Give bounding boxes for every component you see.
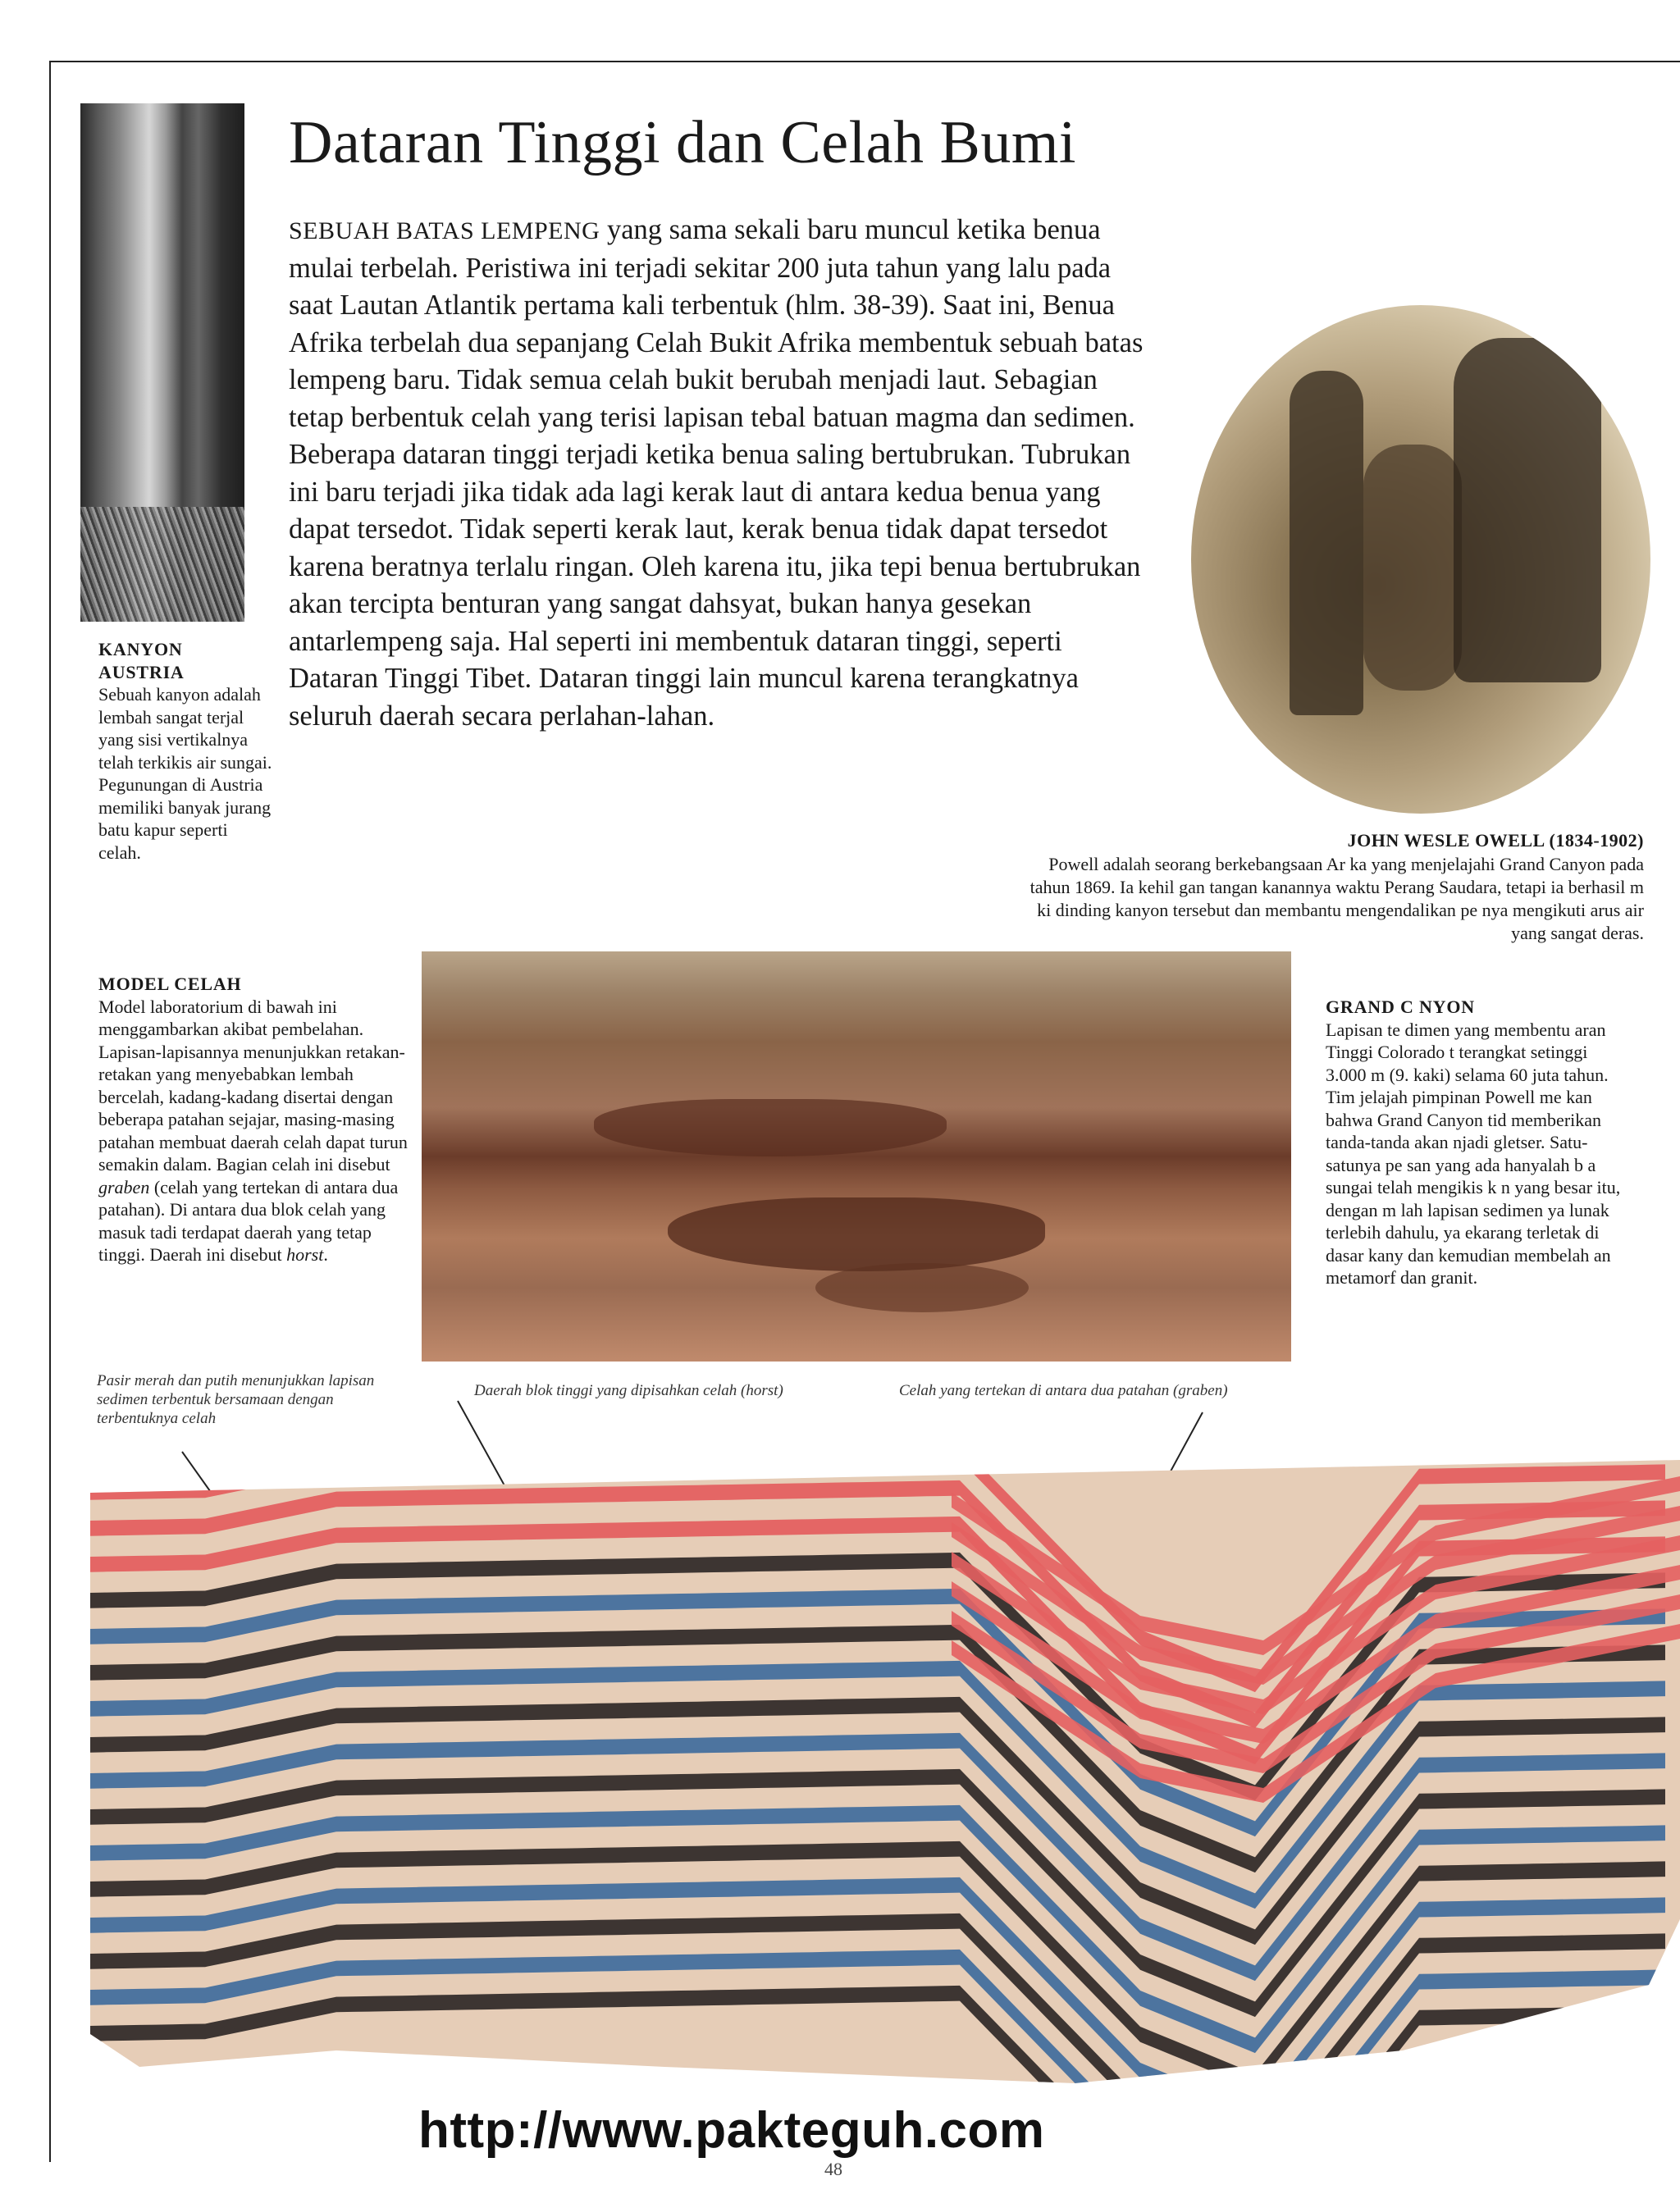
powell-heading: JOHN WESLE OWELL (1834-1902) bbox=[1347, 830, 1644, 851]
powell-caption: Powell adalah seorang berkebangsaan Ar ka yang menjelajahi Grand Canyon pada tahun 1869. Ia kehil gan tangan kanannya waktu Perang Saudara, tetapi ia berhasil m ki dinding kanyon tersebut dan membantu mengendalikan pe nya mengikuti arus air yang sangat deras. bbox=[1029, 854, 1644, 943]
intro-body: yang sama sekali baru muncul ketika benua mulai terbelah. Peristiwa ini terjadi sekitar 200 juta tahun yang lalu pada saat Lautan Atlantik pertama kali terbentuk (hlm. 38-39). Saat ini, Benua Afrika terbelah dua sepanjang Celah Bukit Afrika membentuk sebuah batas lempeng baru. Tidak semua celah bukit berubah menjadi laut. Sebagian tetap berbentuk celah yang terisi lapisan tebal batuan magma dan sedimen. Beberapa dataran tinggi terjadi ketika benua saling bertubrukan. Tubrukan ini baru terjadi jika tidak ada lagi kerak laut di antara kedua benua yang dapat tersedot. Tidak seperti kerak laut, kerak benua tidak dapat tersedot karena beratnya terlalu ringan. Oleh karena itu, jika tepi benua bertubrukan akan tercipta benturan yang sangat dahsyat, bukan hanya gesekan antarlempeng saja. Hal seperti ini membentuk dataran tinggi, seperti Dataran Tinggi Tibet. Dataran tinggi lain muncul karena terangkatnya seluruh daerah secara perlahan-lahan. bbox=[289, 214, 1144, 732]
caption-graben: Celah yang tertekan di antara dua patahan (graben) bbox=[899, 1382, 1228, 1399]
page-number: 48 bbox=[824, 2159, 842, 2179]
caption-horst: Daerah blok tinggi yang dipisahkan celah (horst) bbox=[474, 1382, 783, 1399]
grand-canyon-heading: GRAND C NYON bbox=[1326, 997, 1475, 1017]
kanyon-caption: Sebuah kanyon adalah lembah sangat terjal yang sisi vertikalnya telah terkikis air sungai. Pegunungan di Austria memiliki banyak jurang batu kapur seperti celah. bbox=[98, 684, 272, 863]
kanyon-heading-line2: AUSTRIA bbox=[98, 661, 185, 682]
model-celah-text-1: Model laboratorium di bawah ini menggambarkan akibat pembelahan. Lapisan-lapisannya menunjukkan retakan-retakan yang menyebabkan lembah bercelah, kadang-kadang disertai dengan beberapa patahan sejajar, masing-masing patahan membuat daerah celah dapat turun semakin dalam. Bagian celah ini disebut bbox=[98, 996, 408, 1175]
rift-layer-group bbox=[90, 1460, 1680, 2083]
source-url: http://www.pakteguh.com bbox=[418, 2102, 1045, 2159]
term-horst: horst bbox=[286, 1244, 324, 1265]
caption-layers: Pasir merah dan putih menunjukkan lapisan sedimen terbentuk bersamaan dengan terbentuknya celah bbox=[97, 1372, 375, 1427]
model-celah-heading: MODEL CELAH bbox=[98, 974, 242, 994]
kanyon-heading-line1: KANYON bbox=[98, 639, 183, 659]
intro-lead: SEBUAH BATAS LEMPENG bbox=[289, 217, 600, 244]
model-celah-text-2: (celah yang tertekan di antara dua patahan). Di antara dua blok celah yang masuk tadi terdapat daerah yang tetap tinggi. Daerah ini disebut bbox=[98, 1176, 399, 1265]
grand-canyon-caption: Lapisan te dimen yang membentu aran Tinggi Colorado t terangkat setinggi 3.000 m (9. kaki) selama 60 juta tahun. Tim jelajah pimpinan Powell me kan bahwa Grand Canyon tid memberikan tanda-tanda akan njadi gletser. Satu-satunya pe san yang ada hanyalah b a sungai telah mengikis k n yang besar itu, dengan m lah lapisan sedimen ya lunak terlebih dahulu, ya ekarang terletak di dasar kany dan kemudian membelah an metamorf dan granit. bbox=[1326, 1019, 1621, 1288]
rift-model-diagram bbox=[90, 1460, 1680, 2083]
term-graben: graben bbox=[98, 1176, 150, 1197]
page-title: Dataran Tinggi dan Celah Bumi bbox=[289, 109, 1076, 176]
model-celah-text-3: . bbox=[323, 1244, 328, 1265]
